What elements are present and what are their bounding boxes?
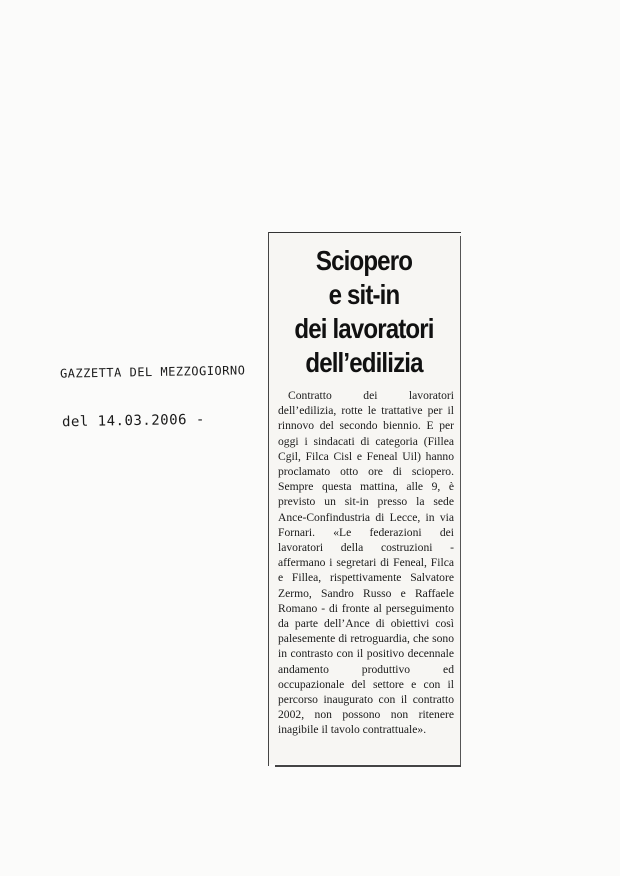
clipping-border-left xyxy=(268,232,269,766)
article-headline xyxy=(283,244,445,380)
headline-line-1: Sciopero xyxy=(315,245,413,276)
clipping-border-right xyxy=(460,236,461,766)
headline-line-3: dei lavoratori xyxy=(294,313,434,344)
article-body: Contratto dei lavoratori dell’edilizia, rotte le trattative per il rinnovo del secondo biennio. E per oggi i sindacati di categoria (Fillea Cgil, Filca Cisl e Feneal Uil) hanno proclamato otto ore di sciopero. Sempre questa mattina, alle 9, è previsto un sit-in presso la sede Ance-Confindustria di Lecce, in via Fornari. «Le federazioni dei lavoratori della costruzioni - affermano i segretari di Feneal, Filca e Fillea, rispettivamente Salvatore Zermo, Sandro Russo e Raffaele Romano - di fronte al perseguimento da parte dell’Ance di obiettivi così palesemente di retroguardia, che sono in contrasto con il positivo decennale andamento produttivo ed occupazionale del settore e con il percorso inaugurato con il contratto 2002, non possono non ritenere inagibile il tavolo contrattuale». xyxy=(278,389,454,737)
clipping-border-bottom xyxy=(275,765,461,767)
clipping-border-top xyxy=(268,232,461,233)
headline-line-4: dell’edilizia xyxy=(305,347,423,378)
handwritten-source-note: GAZZETTA DEL MEZZOGIORNO xyxy=(59,363,246,381)
handwritten-date-note: del 14.03.2006 - xyxy=(61,411,205,431)
headline-line-2: e sit-in xyxy=(328,279,400,310)
